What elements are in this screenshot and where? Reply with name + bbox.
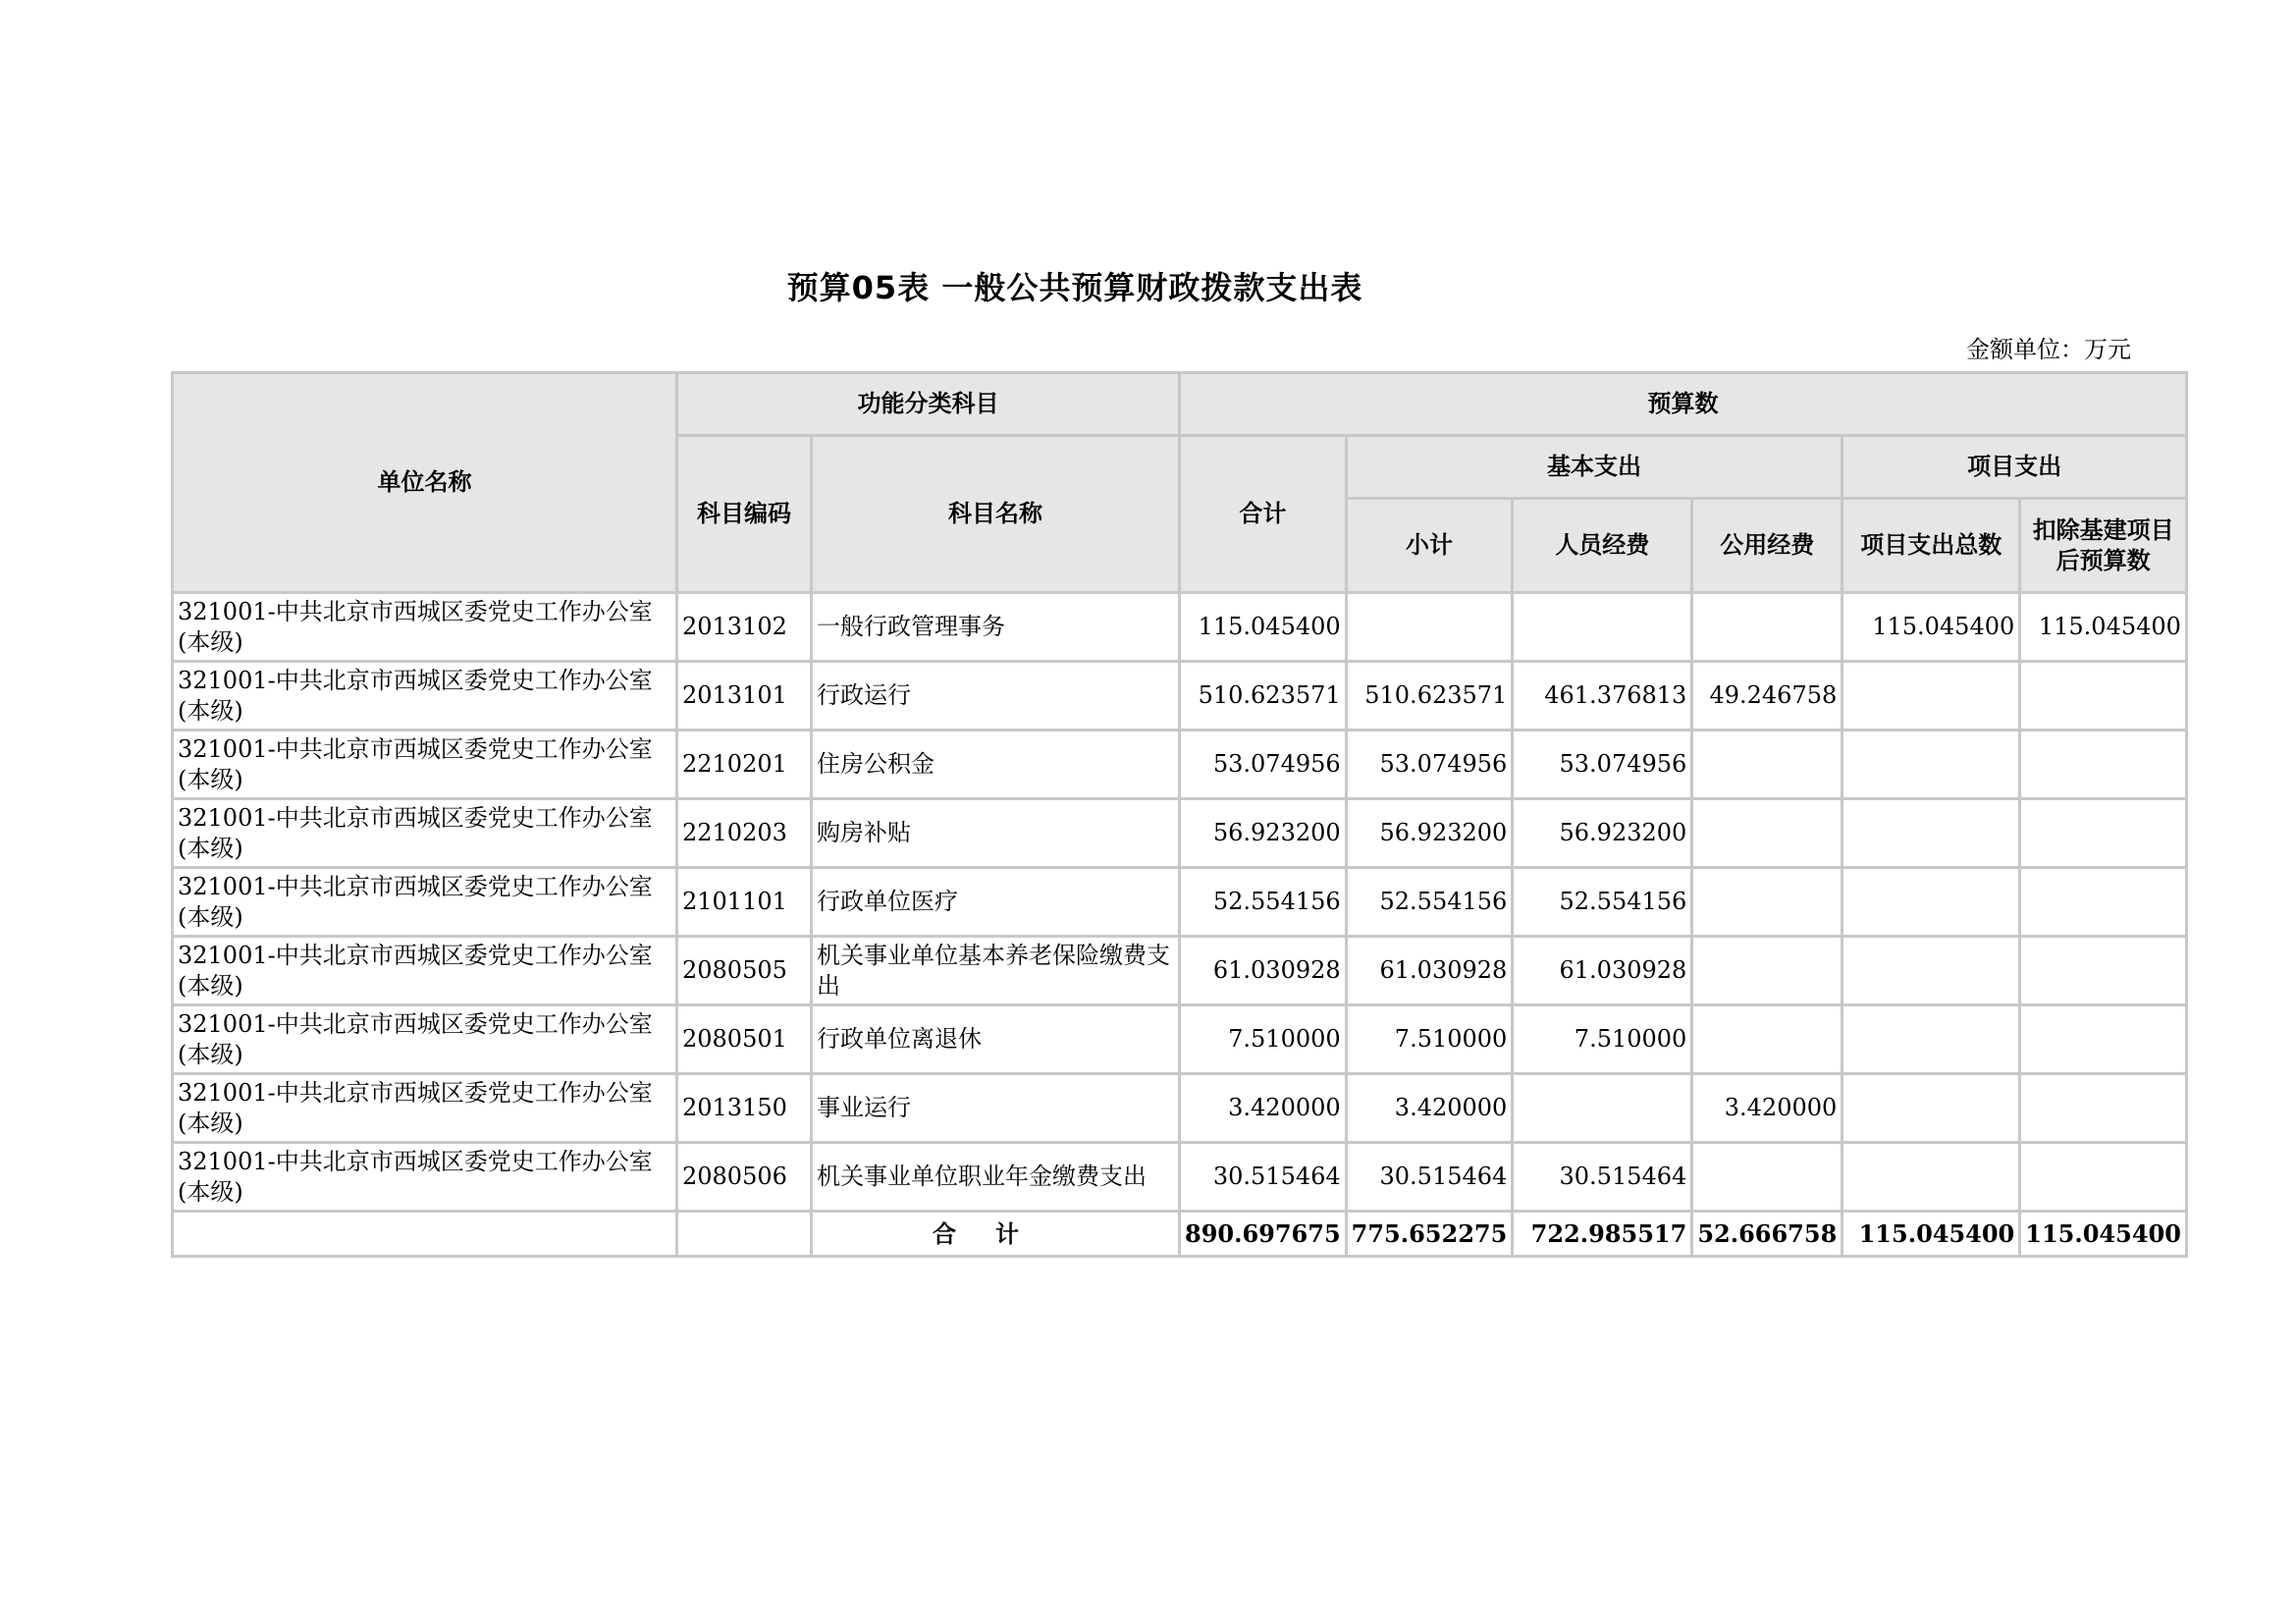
budget-table	[171, 371, 2188, 1258]
table-row	[173, 937, 2187, 1005]
subject-name-cell: 机关事业单位职业年金缴费支出	[812, 1143, 1180, 1212]
subject-code-cell: 2013101	[677, 662, 812, 731]
personnel-cell: 461.376813	[1513, 662, 1692, 731]
total-cell: 52.554156	[1180, 868, 1347, 937]
personnel-cell: 30.515464	[1513, 1143, 1692, 1212]
public-expense-cell: 3.420000	[1692, 1074, 1842, 1143]
subtotal-cell: 53.074956	[1346, 731, 1513, 799]
unit-name-cell: 321001-中共北京市西城区委党史工作办公室(本级)	[173, 868, 677, 937]
subject-name-cell: 事业运行	[812, 1074, 1180, 1143]
subtotal-cell: 30.515464	[1346, 1143, 1513, 1212]
public-expense-cell	[1692, 1143, 1842, 1212]
subject-name-cell: 购房补贴	[812, 799, 1180, 868]
header-personnel: 人员经费	[1513, 499, 1692, 593]
unit-name-cell: 321001-中共北京市西城区委党史工作办公室(本级)	[173, 1143, 677, 1212]
project-net-cell	[2020, 1074, 2187, 1143]
subject-code-cell: 2013150	[677, 1074, 812, 1143]
subject-name-cell: 一般行政管理事务	[812, 593, 1180, 662]
table-row	[173, 593, 2187, 662]
unit-name-cell: 321001-中共北京市西城区委党史工作办公室(本级)	[173, 799, 677, 868]
table-row	[173, 868, 2187, 937]
header-subject-name: 科目名称	[812, 436, 1180, 593]
subject-code-cell: 2210203	[677, 799, 812, 868]
total-cell: 7.510000	[1180, 1005, 1347, 1074]
project-total-cell	[1842, 799, 2020, 868]
personnel-cell: 52.554156	[1513, 868, 1692, 937]
subject-code-cell: 2080505	[677, 937, 812, 1005]
project-net-cell	[2020, 937, 2187, 1005]
amount-unit-label: 金额单位：万元	[1966, 336, 2131, 363]
header-project-net: 扣除基建项目后预算数	[2020, 499, 2187, 593]
unit-name-cell: 321001-中共北京市西城区委党史工作办公室(本级)	[173, 1074, 677, 1143]
totals-public-expense: 52.666758	[1692, 1212, 1842, 1257]
totals-project-total: 115.045400	[1842, 1212, 2020, 1257]
public-expense-cell	[1692, 1005, 1842, 1074]
header-project-total: 项目支出总数	[1842, 499, 2020, 593]
total-cell: 115.045400	[1180, 593, 1347, 662]
unit-name-cell: 321001-中共北京市西城区委党史工作办公室(本级)	[173, 731, 677, 799]
unit-name-cell: 321001-中共北京市西城区委党史工作办公室(本级)	[173, 593, 677, 662]
table-row	[173, 1143, 2187, 1212]
total-cell: 30.515464	[1180, 1143, 1347, 1212]
subject-name-cell: 机关事业单位基本养老保险缴费支出	[812, 937, 1180, 1005]
table-row	[173, 731, 2187, 799]
totals-subtotal: 775.652275	[1346, 1212, 1513, 1257]
subject-name-cell: 行政单位医疗	[812, 868, 1180, 937]
totals-total: 890.697675	[1180, 1212, 1347, 1257]
project-net-cell	[2020, 1005, 2187, 1074]
public-expense-cell: 49.246758	[1692, 662, 1842, 731]
personnel-cell: 7.510000	[1513, 1005, 1692, 1074]
subtotal-cell	[1346, 593, 1513, 662]
project-total-cell	[1842, 662, 2020, 731]
personnel-cell: 56.923200	[1513, 799, 1692, 868]
subject-name-cell: 行政单位离退休	[812, 1005, 1180, 1074]
public-expense-cell	[1692, 731, 1842, 799]
total-cell: 3.420000	[1180, 1074, 1347, 1143]
total-cell: 56.923200	[1180, 799, 1347, 868]
header-func-class: 功能分类科目	[677, 373, 1180, 436]
unit-name-cell: 321001-中共北京市西城区委党史工作办公室(本级)	[173, 937, 677, 1005]
project-total-cell	[1842, 937, 2020, 1005]
header-public-expense: 公用经费	[1692, 499, 1842, 593]
totals-empty-cell	[677, 1212, 812, 1257]
personnel-cell: 53.074956	[1513, 731, 1692, 799]
subject-code-cell: 2013102	[677, 593, 812, 662]
project-net-cell	[2020, 1143, 2187, 1212]
public-expense-cell	[1692, 937, 1842, 1005]
page-title: 预算05表 一般公共预算财政拨款支出表	[786, 269, 1363, 306]
subtotal-cell: 7.510000	[1346, 1005, 1513, 1074]
table-row	[173, 662, 2187, 731]
project-net-cell	[2020, 662, 2187, 731]
unit-name-cell: 321001-中共北京市西城区委党史工作办公室(本级)	[173, 1005, 677, 1074]
header-subtotal: 小计	[1346, 499, 1513, 593]
subject-code-cell: 2080506	[677, 1143, 812, 1212]
project-net-cell	[2020, 868, 2187, 937]
totals-project-net: 115.045400	[2020, 1212, 2187, 1257]
public-expense-cell	[1692, 799, 1842, 868]
subject-code-cell: 2101101	[677, 868, 812, 937]
project-total-cell	[1842, 1143, 2020, 1212]
totals-row	[173, 1212, 2187, 1257]
totals-empty-cell	[173, 1212, 677, 1257]
table-row	[173, 1005, 2187, 1074]
project-net-cell	[2020, 731, 2187, 799]
total-cell: 510.623571	[1180, 662, 1347, 731]
subtotal-cell: 510.623571	[1346, 662, 1513, 731]
subject-name-cell: 行政运行	[812, 662, 1180, 731]
subject-name-cell: 住房公积金	[812, 731, 1180, 799]
table-row	[173, 1074, 2187, 1143]
unit-name-cell: 321001-中共北京市西城区委党史工作办公室(本级)	[173, 662, 677, 731]
project-total-cell	[1842, 1005, 2020, 1074]
header-project-expenditure: 项目支出	[1842, 436, 2187, 499]
subject-code-cell: 2210201	[677, 731, 812, 799]
public-expense-cell	[1692, 593, 1842, 662]
header-basic-expenditure: 基本支出	[1346, 436, 1842, 499]
total-cell: 61.030928	[1180, 937, 1347, 1005]
personnel-cell: 61.030928	[1513, 937, 1692, 1005]
project-total-cell	[1842, 1074, 2020, 1143]
totals-label: 合计	[812, 1212, 1180, 1257]
header-unit-name: 单位名称	[173, 373, 677, 593]
total-cell: 53.074956	[1180, 731, 1347, 799]
subtotal-cell: 61.030928	[1346, 937, 1513, 1005]
header-total: 合计	[1180, 436, 1347, 593]
subtotal-cell: 52.554156	[1346, 868, 1513, 937]
public-expense-cell	[1692, 868, 1842, 937]
table-row	[173, 799, 2187, 868]
subtotal-cell: 3.420000	[1346, 1074, 1513, 1143]
subtotal-cell: 56.923200	[1346, 799, 1513, 868]
personnel-cell	[1513, 1074, 1692, 1143]
totals-personnel: 722.985517	[1513, 1212, 1692, 1257]
header-subject-code: 科目编码	[677, 436, 812, 593]
project-total-cell: 115.045400	[1842, 593, 2020, 662]
personnel-cell	[1513, 593, 1692, 662]
project-net-cell	[2020, 799, 2187, 868]
project-total-cell	[1842, 868, 2020, 937]
subject-code-cell: 2080501	[677, 1005, 812, 1074]
project-net-cell: 115.045400	[2020, 593, 2187, 662]
header-budget: 预算数	[1180, 373, 2187, 436]
project-total-cell	[1842, 731, 2020, 799]
